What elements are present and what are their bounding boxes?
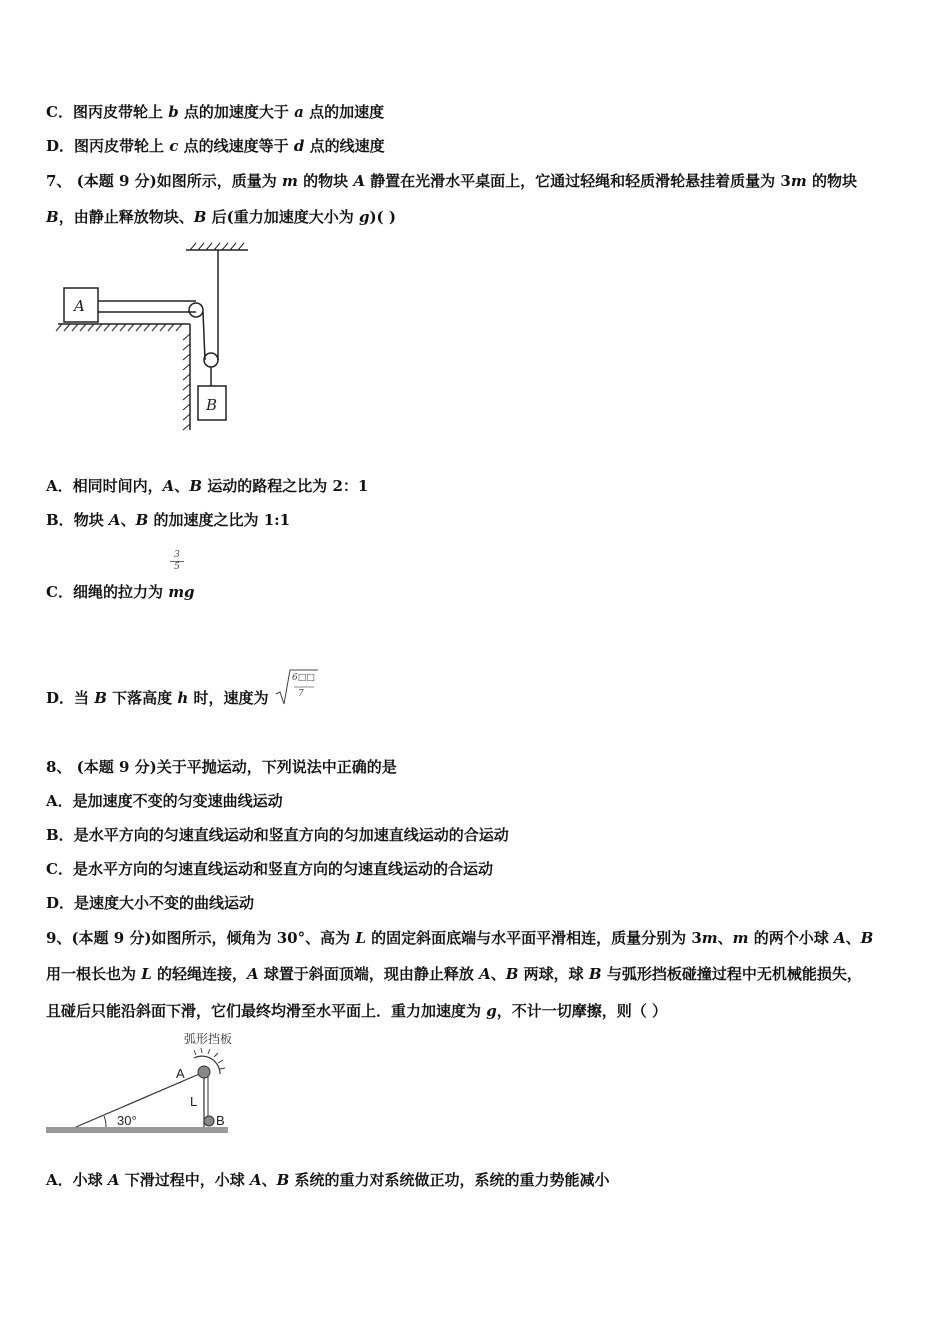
- q9-angle-label: 30°: [117, 1113, 137, 1128]
- q9-ball-a-label: A: [176, 1066, 185, 1081]
- q7-stem-line1: 7、 (本题 9 分)如图所示，质量为 m 的物块 A 静置在光滑水平桌面上，它通过轻绳和轻质滑轮悬挂着质量为 3m 的物块: [46, 172, 857, 190]
- q9-ball-b-label: B: [216, 1113, 225, 1128]
- q6-option-d: D．图丙皮带轮上 c 点的线速度等于 d 点的线速度: [46, 137, 385, 155]
- q9-stem-line1: 9、(本题 9 分)如图所示，倾角为 30°、高为 L 的固定斜面底端与水平面平滑相连，质量分别为 3m、m 的两个小球 A、B: [46, 929, 874, 947]
- q7-option-b: B．物块 A、B 的加速度之比为 1:1: [46, 511, 291, 529]
- q9-rope-l-label: L: [190, 1094, 198, 1109]
- q9-option-a: A．小球 A 下滑过程中，小球 A、B 系统的重力对系统做正功，系统的重力势能减小: [46, 1171, 610, 1189]
- q7-stem-line2: B，由静止释放物块、B 后(重力加速度大小为 g)( ): [46, 208, 396, 226]
- q7-block-a-label: A: [74, 297, 85, 315]
- q7-option-d-radical-den: 7: [298, 689, 304, 699]
- q7-block-b-label: B: [206, 396, 218, 414]
- q7-option-c-fraction: 3 5: [170, 550, 184, 573]
- q7-option-c: C．细绳的拉力为 mg: [46, 583, 195, 601]
- q9-stem-line2: 用一根长也为 L 的轻绳连接，A 球置于斜面顶端，现由静止释放 A、B 两球，球 B 与弧形挡板碰撞过程中无机械能损失，: [46, 965, 862, 983]
- q6-option-c: C．图丙皮带轮上 b 点的加速度大于 a 点的加速度: [46, 103, 385, 121]
- q7-pulley-figure: [50, 240, 260, 435]
- q9-baffle-label: 弧形挡板: [184, 1032, 233, 1046]
- q9-incline-figure: [44, 1028, 244, 1140]
- q8-stem: 8、 (本题 9 分)关于平抛运动，下列说法中正确的是: [46, 758, 397, 776]
- q7-option-a: A．相同时间内，A、B 运动的路程之比为 2：1: [46, 477, 369, 495]
- q9-stem-line3: 且碰后只能沿斜面下滑，它们最终均滑至水平面上．重力加速度为 g，不计一切摩擦，则（ ）: [46, 1002, 667, 1020]
- q8-option-c: C．是水平方向的匀速直线运动和竖直方向的匀速直线运动的合运动: [46, 860, 493, 878]
- q8-option-b: B．是水平方向的匀速直线运动和竖直方向的匀加速直线运动的合运动: [46, 826, 509, 844]
- q8-option-a: A．是加速度不变的匀变速曲线运动: [46, 792, 283, 810]
- q7-option-d: D．当 B 下落高度 h 时，速度为: [46, 689, 269, 707]
- q8-option-d: D．是速度大小不变的曲线运动: [46, 894, 255, 912]
- q7-option-d-radical-num: 6□□: [292, 673, 315, 683]
